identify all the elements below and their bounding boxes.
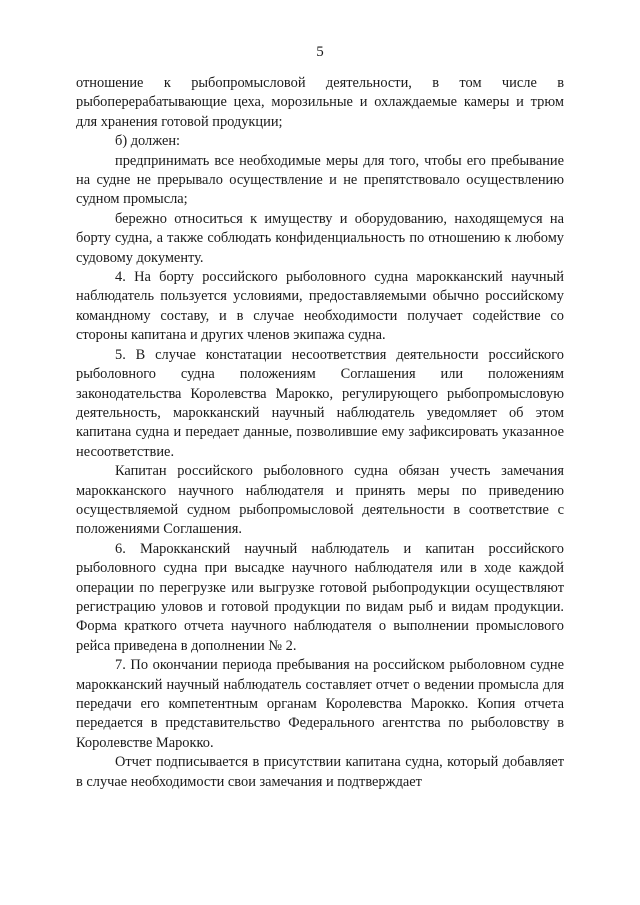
paragraph-clause-5: 5. В случае констатации несоответствия деятельности российского рыболовного судна положениям Соглашения или положениям законодательства Королевства Марокко, регулирующего рыбопромысловую деятельность, марокканский научный наблюдатель уведомляет об этом капитана судна и передает данные, позволившие ему зафиксировать указанное несоответствие. bbox=[76, 346, 564, 460]
paragraph-obligations-heading: б) должен: bbox=[115, 133, 181, 150]
document-body bbox=[76, 74, 564, 792]
paragraph-continuation: отношение к рыбопромысловой деятельности, в том числе в рыбоперерабатывающие цеха, морозильные и охлаждаемые камеры и трюм для хранения готовой продукции; bbox=[76, 75, 564, 130]
paragraph-obligation-measures: предпринимать все необходимые меры для того, чтобы его пребывание на судне не прерывало осуществление и не препятствовало осуществлению судном промысла; bbox=[76, 152, 564, 208]
page-number: 5 bbox=[316, 44, 324, 60]
paragraph-captain-duty: Капитан российского рыболовного судна обязан учесть замечания марокканского научного наблюдателя и принять меры по приведению осуществляемой судном рыбопромысловой деятельности в соответствие с положениями Соглашения. bbox=[76, 463, 564, 538]
paragraph-report-signing: Отчет подписывается в присутствии капитана судна, который добавляет в случае необходимости свои замечания и подтверждает bbox=[76, 754, 564, 790]
paragraph-clause-4: 4. На борту российского рыболовного судна марокканский научный наблюдатель пользуется условиями, предоставляемыми обычно российскому командному составу, и в случае необходимости получает содействие со стороны капитана и других членов экипажа судна. bbox=[76, 269, 564, 344]
paragraph-clause-6: 6. Марокканский научный наблюдатель и капитан российского рыболовного судна при высадке научного наблюдателя или в ходе каждой операции по перегрузке или выгрузке готовой рыбопродукции осуществляют регистрацию уловов и готовой продукции по видам рыб и видам продукции. Форма краткого отчета научного наблюдателя о выполнении промыслового рейса приведена в дополнении № 2. bbox=[76, 540, 564, 654]
paragraph-clause-7: 7. По окончании периода пребывания на российском рыболовном судне марокканский научный наблюдатель составляет отчет о ведении промысла для передачи его компетентным органам Королевства Марокко. Копия отчета передается в представительство Федерального агентства по рыболовству в Королевстве Марокко. bbox=[76, 657, 564, 751]
paragraph-obligation-property: бережно относиться к имуществу и оборудованию, находящемуся на борту судна, а также соблюдать конфиденциальность по отношению к любому судовому документу. bbox=[76, 210, 564, 266]
